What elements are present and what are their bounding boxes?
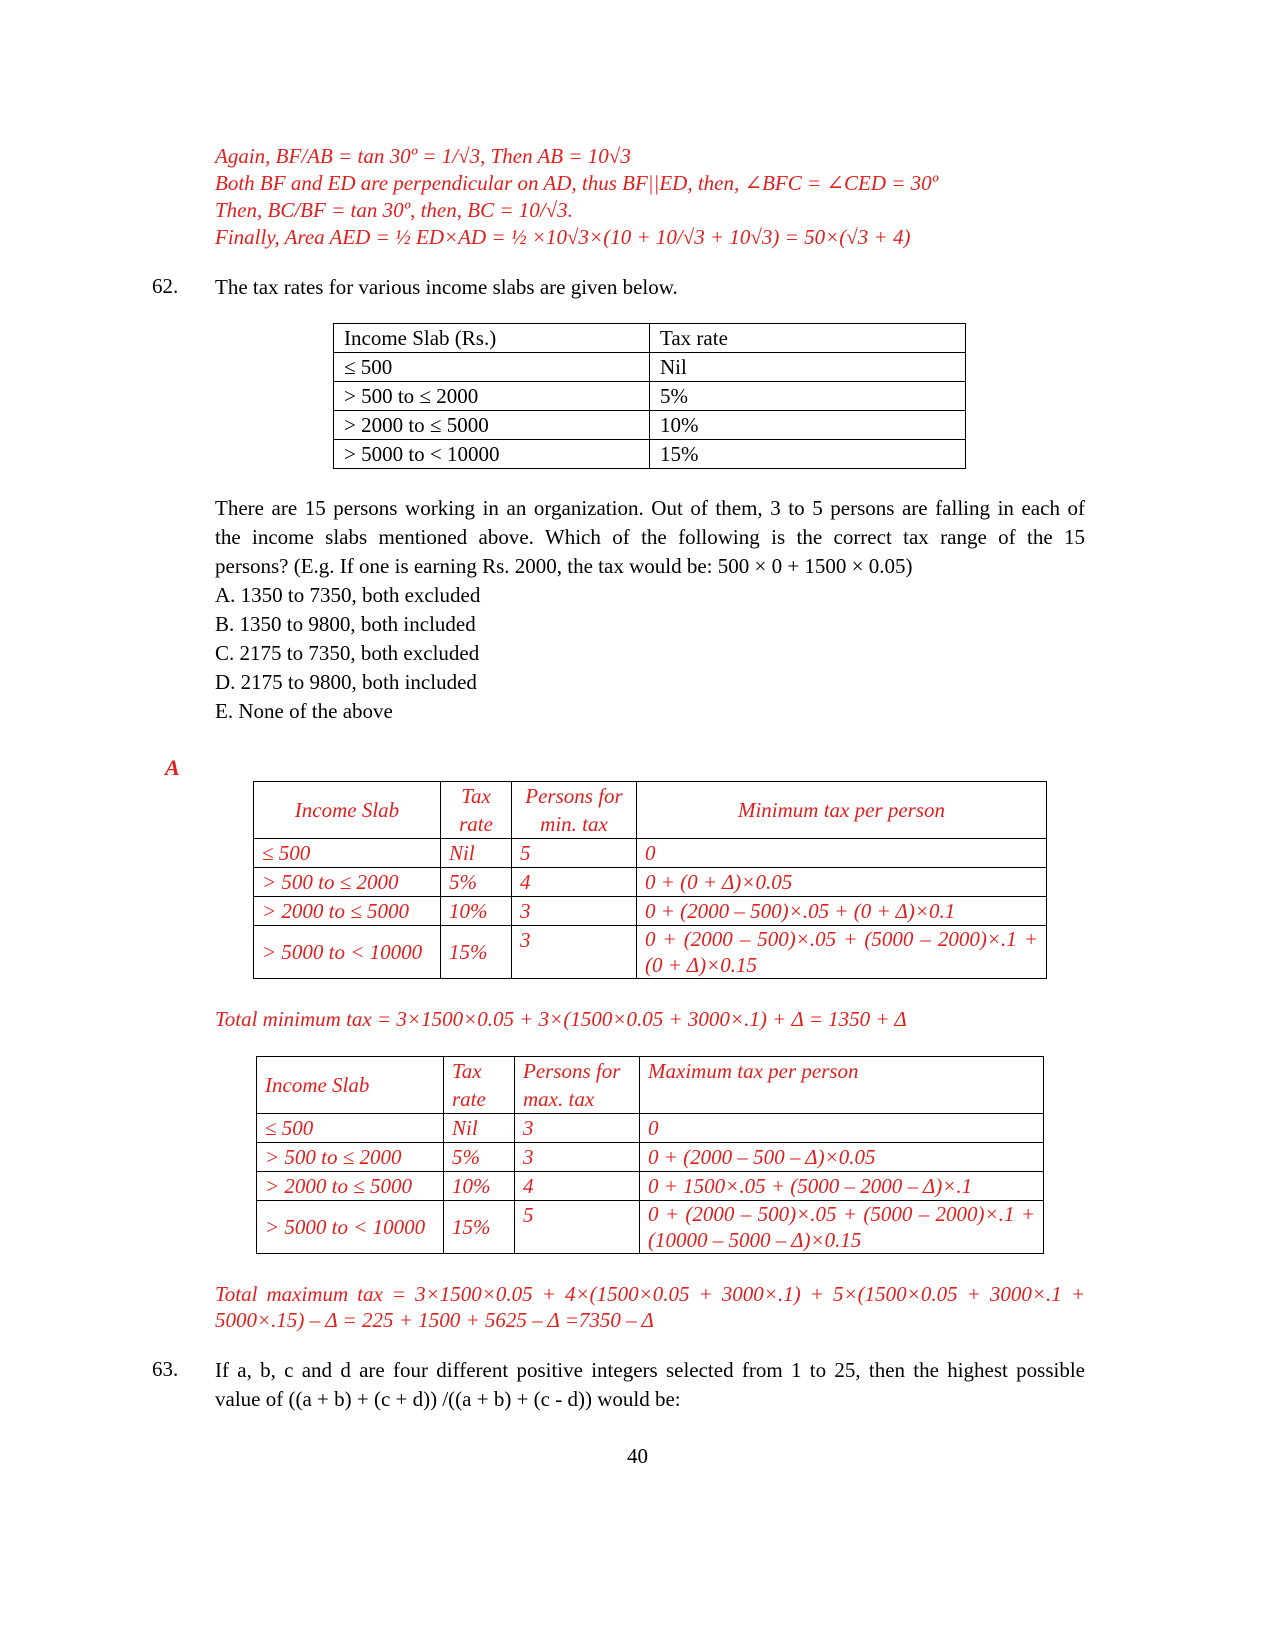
table-cell: Nil [441,839,512,868]
header-line: max. tax [523,1087,595,1111]
table-header-row [257,1057,1044,1114]
total-min-tax: Total minimum tax = 3×1500×0.05 + 3×(1500×0.05 + 3000×.1) + Δ = 1350 + Δ [215,1007,907,1031]
table-cell: > 500 to ≤ 2000 [254,868,441,897]
header-line: rate [459,812,493,836]
table-cell: 0 + (2000 – 500 – Δ)×0.05 [640,1143,1044,1172]
table-cell: ≤ 500 [254,839,441,868]
table-header-cell: Income Slab [257,1057,444,1114]
table-cell: 3 [512,897,637,926]
question-line: If a, b, c and d are four different positive integers selected from 1 to 25, then the highest possible [215,1358,1085,1382]
table-cell: 3 [512,926,637,979]
table-cell: 15% [441,926,512,979]
table-row [254,897,1047,926]
table-cell: > 500 to ≤ 2000 [334,382,650,411]
table-cell: 15% [650,440,966,469]
body-line: the income slabs mentioned above. Which of the following is the correct tax range of the 15 [215,525,1085,549]
tax-rate-table [333,323,966,469]
table-header-cell: Income Slab [254,782,441,839]
table-cell: > 5000 to < 10000 [334,440,650,469]
table-cell: 0 + (2000 – 500)×.05 + (0 + Δ)×0.1 [637,897,1047,926]
table-cell: 10% [650,411,966,440]
table-cell: > 5000 to < 10000 [257,1201,444,1254]
table-row [334,353,966,382]
header-line: Persons for [523,1059,621,1083]
table-cell: ≤ 500 [257,1114,444,1143]
table-header-cell: Minimum tax per person [637,782,1047,839]
table-cell: 0 + (2000 – 500)×.05 + (5000 – 2000)×.1 + (10000 – 5000 – Δ)×0.15 [640,1201,1044,1254]
table-cell: 5 [512,839,637,868]
table-row [254,926,1047,979]
solution-line: Again, BF/AB = tan 30º = 1/√3, Then AB = 10√3 [215,144,631,168]
table-row [334,382,966,411]
answer-label: A [165,755,180,780]
table-row [334,440,966,469]
header-line: Tax [452,1059,482,1083]
option-e: E. None of the above [215,699,393,723]
body-line: persons? (E.g. If one is earning Rs. 2000, the tax would be: 500 × 0 + 1500 × 0.05) [215,554,913,578]
table-header-cell: Maximum tax per person [640,1057,1044,1114]
table-header-cell [515,1057,640,1114]
table-cell: 5% [441,868,512,897]
table-cell: 0 + (0 + Δ)×0.05 [637,868,1047,897]
body-line: There are 15 persons working in an organization. Out of them, 3 to 5 persons are falling in each of [215,496,1085,520]
table-cell: 3 [515,1114,640,1143]
table-cell: 0 [637,839,1047,868]
table-row [257,1143,1044,1172]
table-header-cell [444,1057,515,1114]
table-cell: 5% [444,1143,515,1172]
table-header-row [334,324,966,353]
table-cell: > 2000 to ≤ 5000 [254,897,441,926]
table-cell: > 2000 to ≤ 5000 [334,411,650,440]
table-header-cell [512,782,637,839]
header-line: Persons for [525,784,623,808]
table-row [257,1201,1044,1254]
table-cell: 0 + (2000 – 500)×.05 + (5000 – 2000)×.1 + (0 + Δ)×0.15 [637,926,1047,979]
table-cell: > 500 to ≤ 2000 [257,1143,444,1172]
table-cell: Nil [444,1114,515,1143]
table-cell: > 2000 to ≤ 5000 [257,1172,444,1201]
table-cell: 4 [515,1172,640,1201]
table-cell: 5% [650,382,966,411]
table-cell: 0 + 1500×.05 + (5000 – 2000 – Δ)×.1 [640,1172,1044,1201]
table-row [257,1172,1044,1201]
header-line: Tax [461,784,491,808]
option-c: C. 2175 to 7350, both excluded [215,641,480,665]
question-stem [215,1356,1085,1414]
table-cell: 15% [444,1201,515,1254]
table-cell: ≤ 500 [334,353,650,382]
option-a: A. 1350 to 7350, both excluded [215,583,481,607]
table-cell: 10% [441,897,512,926]
table-header-row [254,782,1047,839]
table-row [257,1114,1044,1143]
option-b: B. 1350 to 9800, both included [215,612,476,636]
table-cell: > 5000 to < 10000 [254,926,441,979]
solution-line: Both BF and ED are perpendicular on AD, thus BF||ED, then, ∠BFC = ∠CED = 30º [215,171,939,195]
table-header-cell: Tax rate [650,324,966,353]
header-line: min. tax [540,812,608,836]
question-number: 62. [152,274,179,298]
table-cell: Nil [650,353,966,382]
question-line: value of ((a + b) + (c + d)) /((a + b) + (c - d)) would be: [215,1387,681,1411]
table-row [254,839,1047,868]
table-cell: 4 [512,868,637,897]
question-stem: The tax rates for various income slabs are given below. [215,275,678,299]
table-header-cell [441,782,512,839]
page-number: 40 [627,1444,648,1468]
table-cell: 0 [640,1114,1044,1143]
question-body [215,494,1085,726]
solution-line: Finally, Area AED = ½ ED×AD = ½ ×10√3×(10 + 10/√3 + 10√3) = 50×(√3 + 4) [215,225,911,249]
max-tax-table [256,1056,1044,1254]
min-tax-table [253,781,1047,979]
table-row [254,868,1047,897]
total-max-tax: Total maximum tax = 3×1500×0.05 + 4×(1500×0.05 + 3000×.1) + 5×(1500×0.05 + 3000×.1 + 5000×.15) – Δ = 225 + 1500 + 5625 – Δ =7350 – Δ [215,1282,1085,1332]
header-line: rate [452,1087,486,1111]
table-cell: 5 [515,1201,640,1254]
option-d: D. 2175 to 9800, both included [215,670,477,694]
table-cell: 3 [515,1143,640,1172]
table-cell: 10% [444,1172,515,1201]
table-header-cell: Income Slab (Rs.) [334,324,650,353]
table-row [334,411,966,440]
solution-line: Then, BC/BF = tan 30º, then, BC = 10/√3. [215,198,573,222]
question-number: 63. [152,1357,179,1381]
